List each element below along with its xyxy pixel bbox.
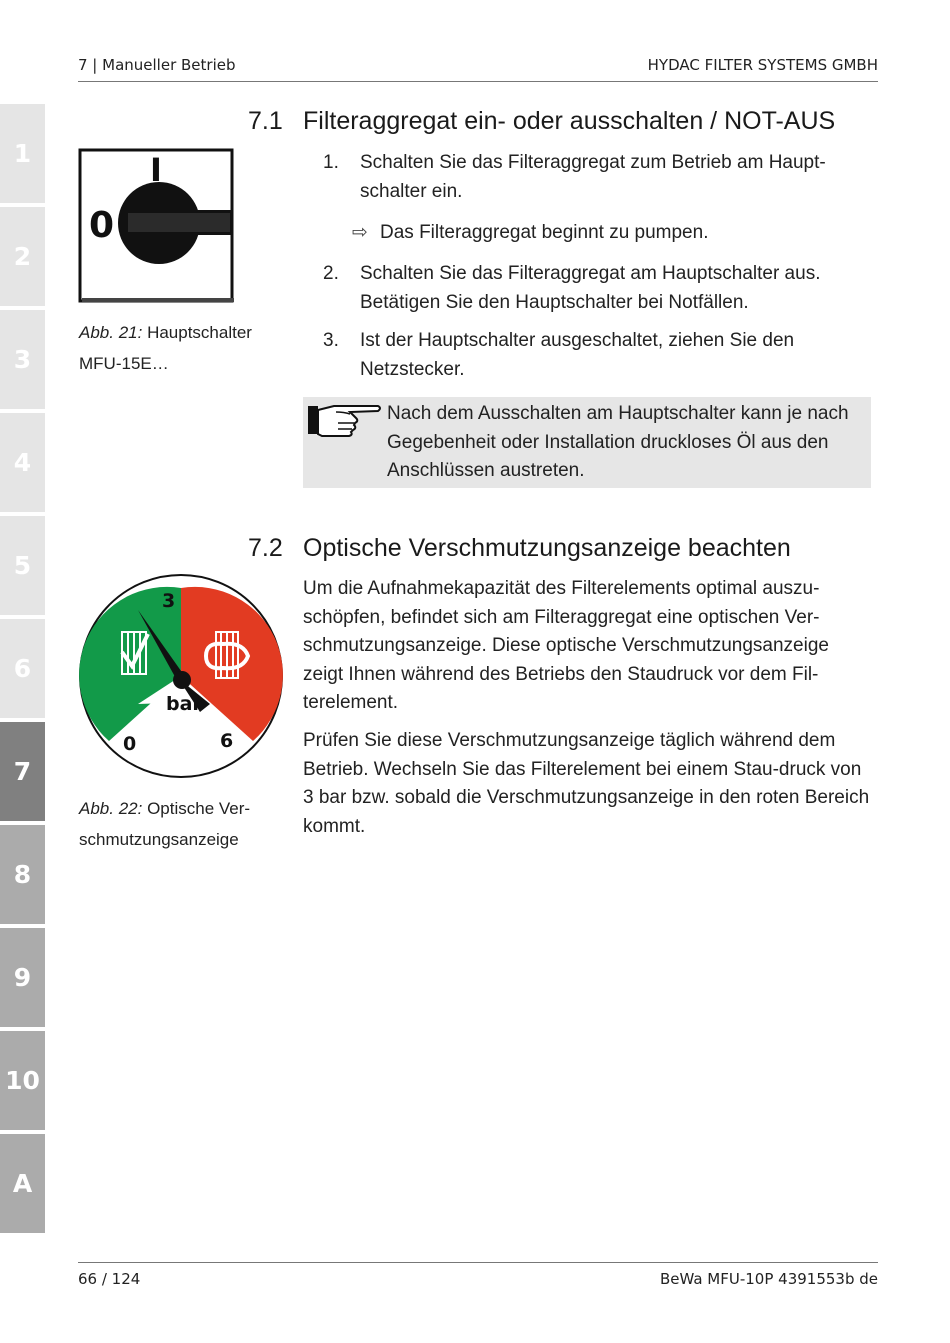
pointing-hand-icon xyxy=(306,400,384,440)
chapter-tab-3[interactable]: 3 xyxy=(0,310,45,409)
chapter-tabs xyxy=(0,104,45,1237)
list-item: 2. Schalten Sie das Filteraggregat am Hauptschalter aus. Betätigen Sie den Hauptschalter bei Notfällen. xyxy=(323,263,821,313)
chapter-tab-8[interactable]: 8 xyxy=(0,825,45,924)
clogging-indicator-figure xyxy=(78,572,288,782)
page-header xyxy=(78,56,878,82)
chapter-tab-9[interactable]: 9 xyxy=(0,928,45,1027)
switch-off-label: 0 xyxy=(89,205,115,246)
paragraph: Prüfen Sie diese Verschmutzungsanzeige täglich während dem Betrieb. Wechseln Sie das Filterelement bei einem Stau-druck von 3 bar bzw. sobald die Verschmutzungsanzeige in den roten Bereich kommt. xyxy=(303,730,870,837)
section-heading-7-2 xyxy=(248,534,791,563)
chapter-tab-5[interactable]: 5 xyxy=(0,516,45,615)
list-item: 3. Ist der Hauptschalter ausgeschaltet, ziehen Sie den Netzstecker. xyxy=(323,330,795,380)
gauge-label-mid: 3 xyxy=(162,590,176,612)
switch-on-label: I xyxy=(150,151,162,189)
main-switch-figure xyxy=(78,148,236,305)
section-number: 7.2 xyxy=(248,534,283,562)
chapter-tab-7[interactable]: 7 xyxy=(0,722,45,821)
gauge-unit: bar xyxy=(166,693,202,715)
paragraph: Um die Aufnahmekapazität des Filterelements optimal auszu-schöpfen, befindet sich am Filteraggregat eine optischen Ver-schmutzungsanzeige. Diese optische Verschmutzungsanzeige zeigt Ihnen während des Betriebs den Staudruck vor dem Fil-terelement. xyxy=(303,578,829,713)
note-box xyxy=(303,397,871,488)
chapter-tab-6[interactable]: 6 xyxy=(0,619,45,718)
gauge-label-min: 0 xyxy=(123,733,137,755)
list-item: 1. Schalten Sie das Filteraggregat zum Betrieb am Haupt-schalter ein. xyxy=(323,152,826,202)
section-number: 7.1 xyxy=(248,107,283,135)
figure-22-caption xyxy=(79,793,279,855)
figure-21-caption xyxy=(79,317,279,379)
step-result: ⇨ Das Filteraggregat beginnt zu pumpen. xyxy=(352,219,708,247)
caption-label: Abb. 21: xyxy=(79,323,143,342)
caption-text: Hauptschalter MFU-15E… xyxy=(79,323,252,373)
chapter-tab-a[interactable]: A xyxy=(0,1134,45,1233)
section-title: Filteraggregat ein- oder ausschalten / NOT-AUS xyxy=(303,107,836,135)
section-title: Optische Verschmutzungsanzeige beachten xyxy=(303,534,791,562)
chapter-tab-1[interactable]: 1 xyxy=(0,104,45,203)
chapter-tab-4[interactable]: 4 xyxy=(0,413,45,512)
note-text: Nach dem Ausschalten am Hauptschalter kann je nach Gegebenheit oder Installation druckloses Öl aus den Anschlüssen austreten. xyxy=(387,403,849,481)
header-chapter: 7 | Manueller Betrieb xyxy=(78,56,236,74)
page-number: 66 / 124 xyxy=(78,1270,141,1288)
page-footer xyxy=(78,1262,878,1288)
gauge-label-max: 6 xyxy=(220,730,234,752)
result-arrow-icon: ⇨ xyxy=(352,222,368,243)
chapter-tab-2[interactable]: 2 xyxy=(0,207,45,306)
header-company: HYDAC FILTER SYSTEMS GMBH xyxy=(647,56,878,74)
caption-label: Abb. 22: xyxy=(79,799,143,818)
caption-text: Optische Ver-schmutzungsanzeige xyxy=(79,799,251,849)
document-id: BeWa MFU-10P 4391553b de xyxy=(659,1270,878,1288)
section-heading-7-1 xyxy=(248,107,835,136)
chapter-tab-10[interactable]: 10 xyxy=(0,1031,45,1130)
